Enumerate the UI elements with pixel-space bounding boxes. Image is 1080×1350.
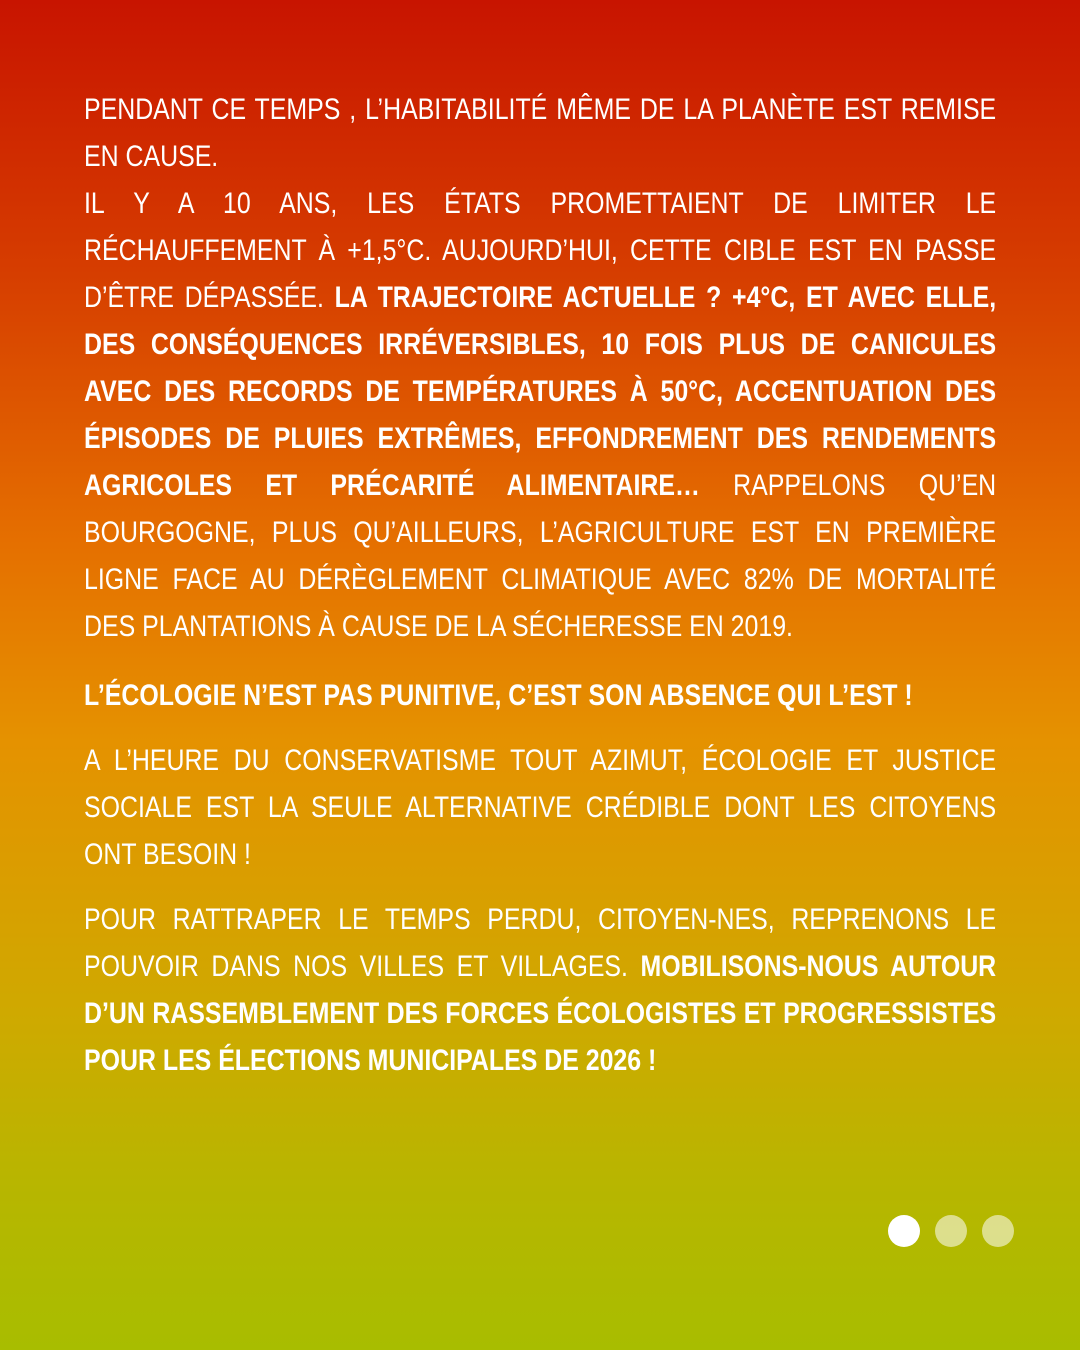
- paragraph-warming: [84, 180, 996, 650]
- paragraph-warming-highlight: LA TRAJECTOIRE ACTUELLE ? +4°C, ET AVEC ELLE, DES CONSÉQUENCES IRRÉVERSIBLES, 10 FOIS PLUS DE CANICULES AVEC DES RECORDS DE TEMPÉRATURES À 50°C, ACCENTUATION DES ÉPISODES DE PLUIES EXTRÊMES, EFFONDREMENT DES RENDEMENTS AGRICOLES ET PRÉCARITÉ ALIMENTAIRE…: [84, 281, 997, 502]
- post-text-block: [84, 86, 996, 1084]
- paragraph-habitability-text: PENDANT CE TEMPS , L’HABITABILITÉ MÊME DE LA PLANÈTE EST REMISE EN CAUSE.: [84, 93, 997, 173]
- paragraph-habitability: [84, 86, 996, 180]
- carousel-pagination: [888, 1215, 1014, 1247]
- paragraph-alternative: [84, 737, 996, 878]
- pagination-dot-1[interactable]: [888, 1215, 920, 1247]
- paragraph-call-intro: POUR RATTRAPER LE TEMPS PERDU, CITOYEN-NES, REPRENONS LE POUVOIR DANS NOS VILLES ET VILLAGES.: [84, 903, 997, 983]
- paragraph-warming-intro: IL Y A 10 ANS, LES ÉTATS PROMETTAIENT DE LIMITER LE RÉCHAUFFEMENT À +1,5°C. AUJOURD’HUI, CETTE CIBLE EST EN PASSE D’ÊTRE DÉPASSÉE.: [84, 187, 997, 314]
- paragraph-alternative-text: A L’HEURE DU CONSERVATISME TOUT AZIMUT, ÉCOLOGIE ET JUSTICE SOCIALE EST LA SEULE ALTERNATIVE CRÉDIBLE DONT LES CITOYENS ONT BESOIN !: [84, 744, 997, 871]
- pagination-dot-2[interactable]: [935, 1215, 967, 1247]
- paragraph-warming-bourgogne: RAPPELONS QU’EN BOURGOGNE, PLUS QU’AILLEURS, L’AGRICULTURE EST EN PREMIÈRE LIGNE FACE AU DÉRÈGLEMENT CLIMATIQUE AVEC 82% DE MORTALITÉ DES PLANTATIONS À CAUSE DE LA SÉCHERESSE EN 2019.: [84, 469, 997, 643]
- pagination-dot-3[interactable]: [982, 1215, 1014, 1247]
- slogan-heading: L’ÉCOLOGIE N’EST PAS PUNITIVE, C’EST SON ABSENCE QUI L’EST !: [84, 679, 913, 712]
- paragraph-call-highlight: MOBILISONS-NOUS AUTOUR D’UN RASSEMBLEMENT DES FORCES ÉCOLOGISTES ET PROGRESSISTES POUR LES ÉLECTIONS MUNICIPALES DE 2026 !: [84, 950, 997, 1077]
- paragraph-call-to-action: [84, 896, 996, 1084]
